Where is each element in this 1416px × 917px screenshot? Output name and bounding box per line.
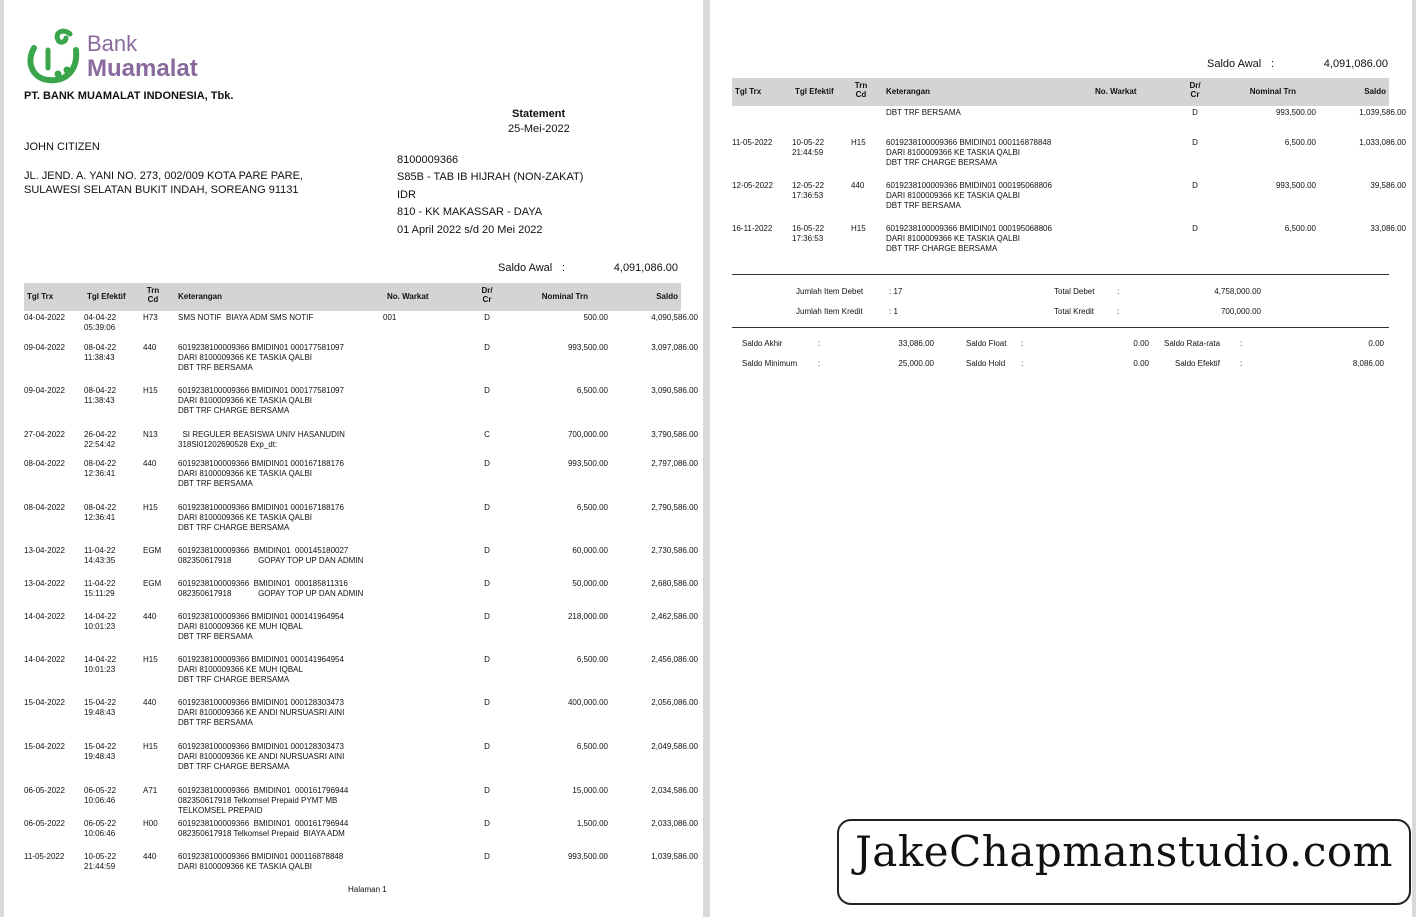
cell-desc: 6019238100009366 BMIDIN01 000161796944 082350617918 Telkomsel Prepaid PYMT MB TELKOMSEL PREPAID bbox=[178, 786, 349, 815]
cell-eff-time: 10:01:23 bbox=[84, 622, 116, 631]
cell-saldo: 2,049,586.00 bbox=[651, 742, 698, 751]
cell-nominal: 6,500.00 bbox=[1284, 138, 1316, 147]
watermark-text: JakeChapmanstudio.com bbox=[854, 827, 1394, 876]
col-keterangan: Keterangan bbox=[886, 87, 931, 96]
cell-nominal: 993,500.00 bbox=[567, 459, 608, 468]
cell-drcr: D bbox=[484, 852, 490, 861]
jumlah-item-debet-value: : 17 bbox=[889, 287, 903, 296]
jumlah-item-debet-label: Jumlah Item Debet bbox=[796, 287, 864, 296]
cell-desc: 6019238100009366 BMIDIN01 000141964954 DARI 8100009366 KE MUH IQBAL DBT TRF BERSAMA bbox=[178, 612, 344, 641]
cell-nominal: 6,500.00 bbox=[576, 386, 608, 395]
col-tgl-trx: Tgl Trx bbox=[27, 292, 54, 301]
cell-eff-time: 11:38:43 bbox=[84, 396, 115, 405]
cell-nominal: 993,500.00 bbox=[1275, 181, 1316, 190]
watermark-banner bbox=[837, 819, 1411, 905]
col-drcr-line2: Cr bbox=[482, 295, 492, 304]
cell-desc: 6019238100009366 BMIDIN01 000195068806 DARI 8100009366 KE TASKIA QALBI DBT TRF BERSAMA bbox=[886, 181, 1052, 210]
cell-nominal: 6,500.00 bbox=[576, 742, 608, 751]
cell-eff-time: 10:01:23 bbox=[84, 665, 116, 674]
cell-eff-time: 22:54:42 bbox=[84, 440, 116, 449]
saldo-hold-colon: : bbox=[1021, 359, 1024, 368]
col-trn-cd-line1: Trn bbox=[146, 286, 160, 295]
cell-eff-date: 14-04-22 bbox=[84, 612, 117, 621]
col-trn-cd-line2: Cd bbox=[147, 295, 159, 304]
cell-drcr: C bbox=[484, 430, 490, 439]
saldo-float-value: 0.00 bbox=[1133, 339, 1149, 348]
cell-cd: H15 bbox=[143, 742, 158, 751]
cell-desc: 6019238100009366 BMIDIN01 000116878848 DARI 8100009366 KE TASKIA QALBI bbox=[178, 852, 344, 871]
table-header bbox=[24, 283, 681, 311]
cell-eff-date: 08-04-22 bbox=[84, 386, 117, 395]
cell-eff-time: 19:48:43 bbox=[84, 708, 116, 717]
saldo-rata-label: Saldo Rata-rata bbox=[1164, 339, 1221, 348]
cell-tgl: 14-04-2022 bbox=[24, 655, 65, 664]
cell-saldo: 2,790,586.00 bbox=[651, 503, 698, 512]
address-line-2: SULAWESI SELATAN BUKIT INDAH, SOREANG 91131 bbox=[24, 183, 299, 196]
cell-desc: 6019238100009366 BMIDIN01 000167188176 DARI 8100009366 KE TASKIA QALBI DBT TRF BERSAMA bbox=[178, 459, 344, 488]
cell-nominal: 400,000.00 bbox=[567, 698, 608, 707]
col-saldo: Saldo bbox=[656, 292, 678, 301]
saldo-float-label: Saldo Float bbox=[966, 339, 1007, 348]
saldo-akhir-label: Saldo Akhir bbox=[742, 339, 783, 348]
cell-cd: 440 bbox=[143, 343, 157, 352]
cell-saldo: 2,033,086.00 bbox=[651, 819, 698, 828]
saldo-awal-value-p2: 4,091,086.00 bbox=[1323, 58, 1388, 70]
cell-cd: 440 bbox=[143, 459, 157, 468]
cell-nominal: 700,000.00 bbox=[567, 430, 608, 439]
cell-eff-date: 06-05-22 bbox=[84, 819, 117, 828]
cell-cd: H00 bbox=[143, 819, 158, 828]
cell-tgl: 12-05-2022 bbox=[732, 181, 773, 190]
cell-saldo: 1,033,086.00 bbox=[1359, 138, 1406, 147]
cell-tgl: 04-04-2022 bbox=[24, 313, 65, 322]
col-keterangan: Keterangan bbox=[178, 292, 223, 301]
cell-nominal: 993,500.00 bbox=[1275, 108, 1316, 117]
cell-cd: H73 bbox=[143, 313, 158, 322]
col-tgl-efektif: Tgl Efektif bbox=[795, 87, 834, 96]
cell-drcr: D bbox=[1192, 138, 1198, 147]
cell-cd: H15 bbox=[851, 138, 866, 147]
cell-nominal: 15,000.00 bbox=[572, 786, 608, 795]
cell-eff-date: 16-05-22 bbox=[792, 224, 825, 233]
cell-drcr: D bbox=[1192, 108, 1198, 117]
col-saldo: Saldo bbox=[1364, 87, 1386, 96]
cell-eff-date: 11-04-22 bbox=[84, 546, 116, 555]
customer-address bbox=[24, 170, 303, 197]
cell-desc: SMS NOTIF BIAYA ADM SMS NOTIF bbox=[178, 313, 314, 322]
address-line-1: JL. JEND. A. YANI NO. 273, 002/009 KOTA PARE PARE, bbox=[24, 170, 303, 182]
cell-tgl: 27-04-2022 bbox=[24, 430, 65, 439]
cell-eff-date: 08-04-22 bbox=[84, 459, 117, 468]
cell-saldo: 4,090,586.00 bbox=[651, 313, 698, 322]
saldo-efektif-value: 8,086.00 bbox=[1352, 359, 1384, 368]
cell-nominal: 6,500.00 bbox=[1284, 224, 1316, 233]
saldo-awal-colon: : bbox=[562, 262, 566, 274]
saldo-efektif-colon: : bbox=[1240, 359, 1243, 368]
cell-saldo: 2,056,086.00 bbox=[651, 698, 698, 707]
cell-eff-date: 12-05-22 bbox=[792, 181, 825, 190]
cell-drcr: D bbox=[1192, 181, 1198, 190]
cell-drcr: D bbox=[484, 343, 490, 352]
cell-saldo: 2,797,086.00 bbox=[651, 459, 698, 468]
cell-nominal: 993,500.00 bbox=[567, 852, 608, 861]
cell-eff-time: 17:36:53 bbox=[792, 234, 824, 243]
col-drcr-line1: Dr/ bbox=[1189, 81, 1201, 90]
logo-word-muamalat: Muamalat bbox=[87, 55, 198, 82]
cell-eff-time: 19:48:43 bbox=[84, 752, 116, 761]
cell-desc: 6019238100009366 BMIDIN01 000185811316 082350617918 GOPAY TOP UP DAN ADMIN bbox=[178, 579, 364, 598]
saldo-rata-value: 0.00 bbox=[1368, 339, 1384, 348]
saldo-minimum-label: Saldo Minimum bbox=[742, 359, 798, 368]
cell-nominal: 500.00 bbox=[583, 313, 608, 322]
saldo-awal-label: Saldo Awal bbox=[498, 262, 553, 274]
statement-date: 25-Mei-2022 bbox=[508, 123, 570, 135]
col-drcr bbox=[1184, 81, 1206, 99]
cell-tgl: 08-04-2022 bbox=[24, 503, 65, 512]
cell-cd: 440 bbox=[143, 612, 157, 621]
saldo-float-colon: : bbox=[1021, 339, 1024, 348]
cell-saldo: 1,039,586.00 bbox=[651, 852, 698, 861]
logo-word-bank: Bank bbox=[87, 31, 138, 56]
cell-eff-date: 14-04-22 bbox=[84, 655, 117, 664]
cell-drcr: D bbox=[484, 459, 490, 468]
cell-eff-time: 21:44:59 bbox=[792, 148, 824, 157]
cell-desc: 6019238100009366 BMIDIN01 000177581097 DARI 8100009366 KE TASKIA QALBI DBT TRF BERSAMA bbox=[178, 343, 344, 372]
cell-eff-time: 10:06:46 bbox=[84, 829, 116, 838]
cell-eff-time: 10:06:46 bbox=[84, 796, 116, 805]
col-no-warkat: No. Warkat bbox=[1095, 87, 1137, 96]
cell-tgl: 15-04-2022 bbox=[24, 742, 65, 751]
account-number: 8100009366 bbox=[397, 154, 459, 166]
cell-drcr: D bbox=[484, 698, 490, 707]
cell-desc: 6019238100009366 BMIDIN01 000177581097 DARI 8100009366 KE TASKIA QALBI DBT TRF CHARGE BERSAMA bbox=[178, 386, 344, 415]
cell-drcr: D bbox=[484, 313, 490, 322]
cell-nominal: 993,500.00 bbox=[567, 343, 608, 352]
saldo-minimum-value: 25,000.00 bbox=[898, 359, 934, 368]
cell-eff-time: 12:36:41 bbox=[84, 469, 116, 478]
page-number: Halaman 1 bbox=[348, 885, 387, 894]
saldo-hold-value: 0.00 bbox=[1133, 359, 1149, 368]
cell-tgl: 16-11-2022 bbox=[732, 224, 773, 233]
cell-drcr: D bbox=[484, 503, 490, 512]
cell-desc: 6019238100009366 BMIDIN01 000161796944 082350617918 Telkomsel Prepaid BIAYA ADM bbox=[178, 819, 349, 838]
cell-eff-time: 05:39:06 bbox=[84, 323, 116, 332]
cell-nominal: 218,000.00 bbox=[567, 612, 608, 621]
cell-eff-time: 14:43:35 bbox=[84, 556, 116, 565]
cell-drcr: D bbox=[484, 546, 490, 555]
cell-eff-date: 06-05-22 bbox=[84, 786, 117, 795]
cell-eff-time: 12:36:41 bbox=[84, 513, 116, 522]
cell-tgl: 06-05-2022 bbox=[24, 819, 65, 828]
cell-saldo: 33,086.00 bbox=[1370, 224, 1406, 233]
table-header-p2 bbox=[732, 78, 1389, 106]
total-kredit-colon: : bbox=[1117, 307, 1120, 316]
statement-page-2 bbox=[710, 0, 1412, 917]
cell-warkat: 001 bbox=[383, 313, 397, 322]
col-tgl-trx: Tgl Trx bbox=[735, 87, 762, 96]
cell-tgl: 14-04-2022 bbox=[24, 612, 65, 621]
cell-eff-date: 15-04-22 bbox=[84, 698, 117, 707]
account-branch: 810 - KK MAKASSAR - DAYA bbox=[397, 206, 543, 218]
saldo-akhir-value: 33,086.00 bbox=[898, 339, 934, 348]
cell-eff-date: 11-04-22 bbox=[84, 579, 116, 588]
cell-eff-date: 10-05-22 bbox=[84, 852, 117, 861]
cell-tgl: 08-04-2022 bbox=[24, 459, 65, 468]
total-kredit-label: Total Kredit bbox=[1054, 307, 1095, 316]
col-nominal: Nominal Trn bbox=[1249, 87, 1296, 96]
cell-nominal: 1,500.00 bbox=[576, 819, 608, 828]
cell-cd: 440 bbox=[143, 852, 157, 861]
summary-bottom-divider bbox=[732, 327, 1389, 328]
cell-saldo: 3,790,586.00 bbox=[651, 430, 698, 439]
statement-period: 01 April 2022 s/d 20 Mei 2022 bbox=[397, 224, 543, 236]
total-kredit-value: 700,000.00 bbox=[1220, 307, 1261, 316]
cell-tgl: 15-04-2022 bbox=[24, 698, 65, 707]
saldo-minimum-colon: : bbox=[818, 359, 821, 368]
cell-saldo: 1,039,586.00 bbox=[1359, 108, 1406, 117]
cell-tgl: 09-04-2022 bbox=[24, 343, 65, 352]
cell-drcr: D bbox=[484, 819, 490, 828]
cell-desc: 6019238100009366 BMIDIN01 000116878848 DARI 8100009366 KE TASKIA QALBI DBT TRF CHARGE BERSAMA bbox=[886, 138, 1052, 167]
cell-desc: 6019238100009366 BMIDIN01 000145180027 082350617918 GOPAY TOP UP DAN ADMIN bbox=[178, 546, 364, 565]
cell-drcr: D bbox=[484, 612, 490, 621]
cell-saldo: 2,680,586.00 bbox=[651, 579, 698, 588]
jumlah-item-kredit-label: Jumlah Item Kredit bbox=[796, 307, 863, 316]
saldo-efektif-label: Saldo Efektif bbox=[1175, 359, 1220, 368]
cell-saldo: 3,097,086.00 bbox=[651, 343, 698, 352]
account-product: S85B - TAB IB HIJRAH (NON-ZAKAT) bbox=[397, 171, 584, 183]
cell-tgl: 11-05-2022 bbox=[732, 138, 773, 147]
bank-logo-icon bbox=[24, 26, 84, 86]
saldo-awal-label-p2: Saldo Awal bbox=[1207, 58, 1262, 70]
cell-eff-date: 08-04-22 bbox=[84, 503, 117, 512]
cell-desc: 6019238100009366 BMIDIN01 000141964954 DARI 8100009366 KE MUH IQBAL DBT TRF CHARGE BERSAMA bbox=[178, 655, 344, 684]
col-trn-cd bbox=[850, 81, 872, 99]
statement-page-1 bbox=[4, 0, 703, 917]
cell-eff-time: 11:38:43 bbox=[84, 353, 115, 362]
total-debet-value: 4,758,000.00 bbox=[1214, 287, 1261, 296]
cell-desc: 6019238100009366 BMIDIN01 000195068806 DARI 8100009366 KE TASKIA QALBI DBT TRF CHARGE BERSAMA bbox=[886, 224, 1052, 253]
cell-cd: H15 bbox=[143, 386, 158, 395]
cell-saldo: 2,462,586.00 bbox=[651, 612, 698, 621]
cell-saldo: 2,456,086.00 bbox=[651, 655, 698, 664]
cell-cd: EGM bbox=[143, 546, 162, 555]
cell-tgl: 11-05-2022 bbox=[24, 852, 65, 861]
cell-eff-time: 15:11:29 bbox=[84, 589, 115, 598]
cell-cd: N13 bbox=[143, 430, 158, 439]
total-debet-colon: : bbox=[1117, 287, 1120, 296]
cell-cd: EGM bbox=[143, 579, 162, 588]
cell-nominal: 6,500.00 bbox=[576, 655, 608, 664]
cell-eff-date: 04-04-22 bbox=[84, 313, 117, 322]
customer-name: JOHN CITIZEN bbox=[24, 141, 100, 153]
cell-drcr: D bbox=[484, 655, 490, 664]
saldo-rata-colon: : bbox=[1240, 339, 1243, 348]
col-drcr-line1: Dr/ bbox=[481, 286, 493, 295]
col-drcr-line2: Cr bbox=[1190, 90, 1200, 99]
cell-desc: DBT TRF BERSAMA bbox=[886, 108, 961, 117]
cell-tgl: 06-05-2022 bbox=[24, 786, 65, 795]
cell-drcr: D bbox=[484, 386, 490, 395]
cell-saldo: 3,090,586.00 bbox=[651, 386, 698, 395]
col-trn-cd-line1: Trn bbox=[854, 81, 868, 90]
cell-nominal: 60,000.00 bbox=[572, 546, 608, 555]
cell-desc: 6019238100009366 BMIDIN01 000167188176 DARI 8100009366 KE TASKIA QALBI DBT TRF CHARGE BERSAMA bbox=[178, 503, 344, 532]
col-trn-cd bbox=[142, 286, 164, 304]
cell-eff-time: 17:36:53 bbox=[792, 191, 824, 200]
cell-desc: 6019238100009366 BMIDIN01 000128303473 DARI 8100009366 KE ANDI NURSUASRI AINI DBT TRF CHARGE BERSAMA bbox=[178, 742, 345, 771]
cell-desc: SI REGULER BEASISWA UNIV HASANUDIN 318SI01202690528 Exp_dt: bbox=[178, 430, 345, 449]
saldo-hold-label: Saldo Hold bbox=[966, 359, 1006, 368]
col-no-warkat: No. Warkat bbox=[387, 292, 429, 301]
cell-drcr: D bbox=[484, 786, 490, 795]
col-tgl-efektif: Tgl Efektif bbox=[87, 292, 126, 301]
statement-title: Statement bbox=[512, 108, 566, 120]
bank-logo bbox=[24, 26, 224, 90]
cell-saldo: 2,034,586.00 bbox=[651, 786, 698, 795]
cell-cd: H15 bbox=[851, 224, 866, 233]
saldo-akhir-colon: : bbox=[818, 339, 821, 348]
jumlah-item-kredit-value: : 1 bbox=[889, 307, 898, 316]
cell-desc: 6019238100009366 BMIDIN01 000128303473 DARI 8100009366 KE ANDI NURSUASRI AINI DBT TRF BERSAMA bbox=[178, 698, 345, 727]
cell-eff-date: 08-04-22 bbox=[84, 343, 117, 352]
cell-eff-time: 21:44:59 bbox=[84, 862, 116, 871]
cell-drcr: D bbox=[1192, 224, 1198, 233]
cell-nominal: 50,000.00 bbox=[572, 579, 608, 588]
col-drcr bbox=[476, 286, 498, 304]
cell-cd: 440 bbox=[851, 181, 865, 190]
cell-saldo: 2,730,586.00 bbox=[651, 546, 698, 555]
total-debet-label: Total Debet bbox=[1054, 287, 1095, 296]
company-name: PT. BANK MUAMALAT INDONESIA, Tbk. bbox=[24, 90, 234, 102]
cell-drcr: D bbox=[484, 579, 490, 588]
cell-eff-date: 26-04-22 bbox=[84, 430, 117, 439]
col-trn-cd-line2: Cd bbox=[855, 90, 867, 99]
cell-tgl: 13-04-2022 bbox=[24, 579, 65, 588]
cell-tgl: 09-04-2022 bbox=[24, 386, 65, 395]
cell-nominal: 6,500.00 bbox=[576, 503, 608, 512]
cell-eff-date: 15-04-22 bbox=[84, 742, 117, 751]
cell-cd: H15 bbox=[143, 503, 158, 512]
account-currency: IDR bbox=[397, 189, 416, 201]
cell-tgl: 13-04-2022 bbox=[24, 546, 65, 555]
col-nominal: Nominal Trn bbox=[541, 292, 588, 301]
summary-top-divider bbox=[732, 274, 1389, 275]
cell-cd: 440 bbox=[143, 698, 157, 707]
cell-cd: A71 bbox=[143, 786, 158, 795]
cell-cd: H15 bbox=[143, 655, 158, 664]
cell-drcr: D bbox=[484, 742, 490, 751]
cell-saldo: 39,586.00 bbox=[1370, 181, 1406, 190]
saldo-awal-colon-p2: : bbox=[1271, 58, 1275, 70]
cell-eff-date: 10-05-22 bbox=[792, 138, 825, 147]
saldo-awal-value: 4,091,086.00 bbox=[613, 262, 678, 274]
